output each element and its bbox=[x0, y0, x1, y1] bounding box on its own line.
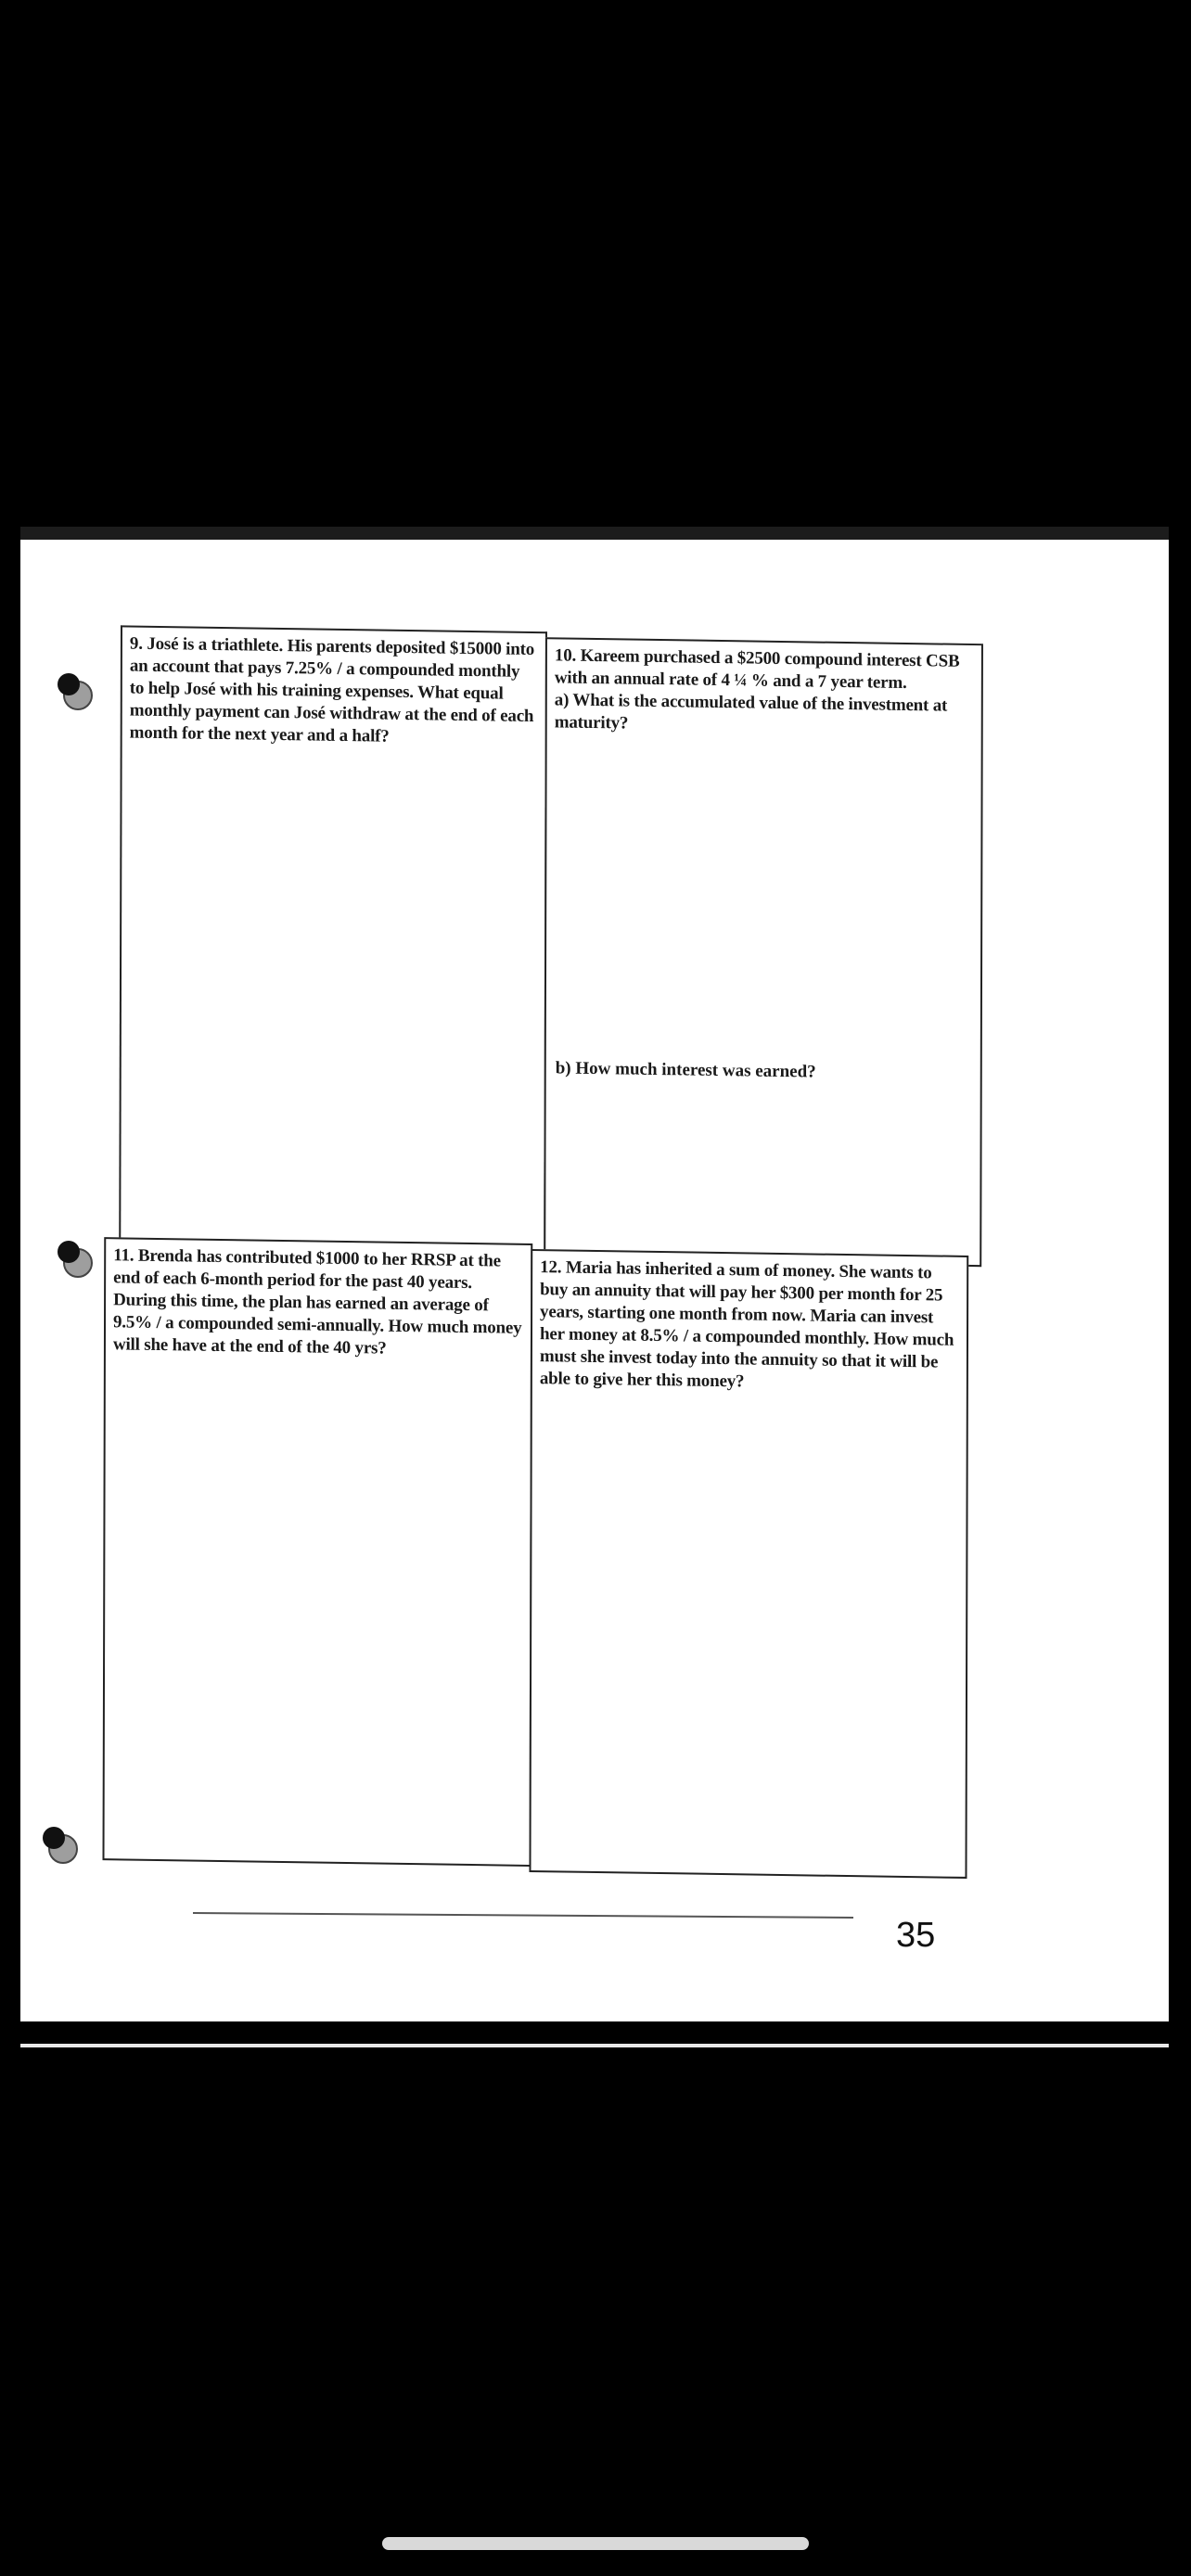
question-10a-text: a) What is the accumulated value of the investment at maturity? bbox=[554, 690, 948, 733]
question-grid bbox=[91, 619, 985, 1875]
binder-hole-icon bbox=[63, 1248, 93, 1278]
photo-bottom-edge bbox=[20, 2044, 1169, 2047]
question-11-box bbox=[102, 1237, 532, 1867]
page-number: 35 bbox=[896, 1916, 936, 1955]
question-10-text: 10. Kareem purchased a $2500 compound interest CSB with an annual rate of 4 ¼ % and a 7 year term. bbox=[554, 645, 960, 693]
question-12-text: 12. Maria has inherited a sum of money. She wants to buy an annuity that will pay her $300 per month for 25 years, starting one month from now. Maria can invest her money at 8.5% / a compounded monthly. How much must she invest today into the annuity so that it will be able to give her this money? bbox=[539, 1257, 954, 1392]
question-12-box bbox=[529, 1249, 968, 1879]
binder-hole-icon bbox=[63, 681, 93, 710]
question-10-box bbox=[544, 637, 983, 1267]
photo-top-edge bbox=[20, 527, 1169, 540]
question-9-box bbox=[119, 625, 547, 1255]
question-10b-text: b) How much interest was earned? bbox=[555, 1058, 816, 1082]
question-11-text: 11. Brenda has contributed $1000 to her RRSP at the end of each 6-month period for the past 40 years. During this time, the plan has earned an average of 9.5% / a compounded semi-annually. How much money will she have at the end of the 40 yrs? bbox=[112, 1245, 522, 1358]
home-indicator[interactable] bbox=[382, 2537, 809, 2550]
question-9-text: 9. José is a triathlete. His parents deposited $15000 into an account that pays 7.25% / a compounded monthly to help José with his training expenses. What equal monthly payment can José withdraw at the end of each month for the next year and a half? bbox=[129, 633, 535, 746]
binder-hole-icon bbox=[48, 1834, 78, 1864]
